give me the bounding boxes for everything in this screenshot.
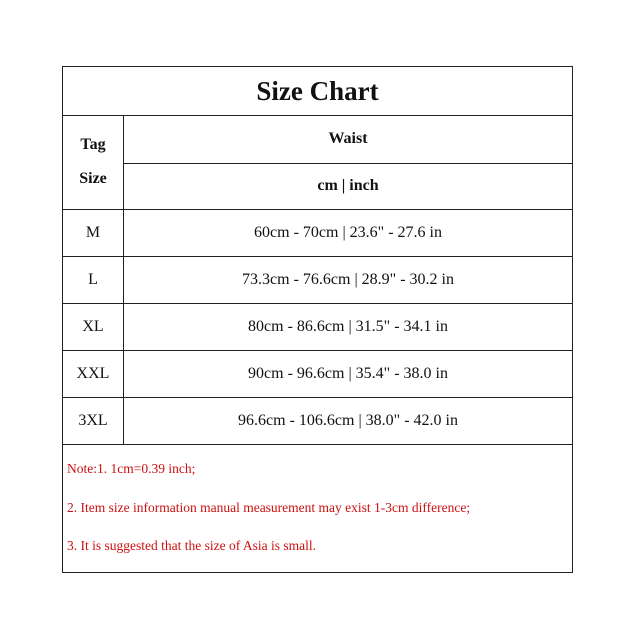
table-row xyxy=(63,257,572,304)
tag-size-header xyxy=(63,115,124,210)
size-cell: M xyxy=(63,210,124,256)
size-rows xyxy=(63,210,572,445)
table-row xyxy=(63,398,572,445)
waist-cell: 60cm - 70cm | 23.6" - 27.6 in xyxy=(254,224,442,241)
table-row xyxy=(63,351,572,398)
table-row xyxy=(63,210,572,257)
waist-cell: 80cm - 86.6cm | 31.5" - 34.1 in xyxy=(248,318,448,335)
size-cell: XXL xyxy=(63,351,124,397)
size-cell: XL xyxy=(63,304,124,350)
note-1: Note:1. 1cm=0.39 inch; xyxy=(67,461,196,476)
note-2: 2. Item size information manual measurement may exist 1-3cm difference; xyxy=(67,500,471,515)
waist-cell: 96.6cm - 106.6cm | 38.0" - 42.0 in xyxy=(238,412,458,429)
note-3: 3. It is suggested that the size of Asia is small. xyxy=(67,538,316,553)
table-row xyxy=(63,304,572,351)
size-cell: L xyxy=(63,257,124,303)
tag-size-header-line2: Size xyxy=(79,170,107,187)
waist-cell: 73.3cm - 76.6cm | 28.9" - 30.2 in xyxy=(242,271,454,288)
chart-title: Size Chart xyxy=(63,67,572,116)
waist-cell: 90cm - 96.6cm | 35.4" - 38.0 in xyxy=(248,365,448,382)
size-cell: 3XL xyxy=(63,398,124,444)
size-chart-table xyxy=(62,66,573,573)
waist-header: Waist xyxy=(124,115,572,164)
tag-size-header-line1: Tag xyxy=(80,136,106,153)
units-header: cm | inch xyxy=(124,163,572,210)
